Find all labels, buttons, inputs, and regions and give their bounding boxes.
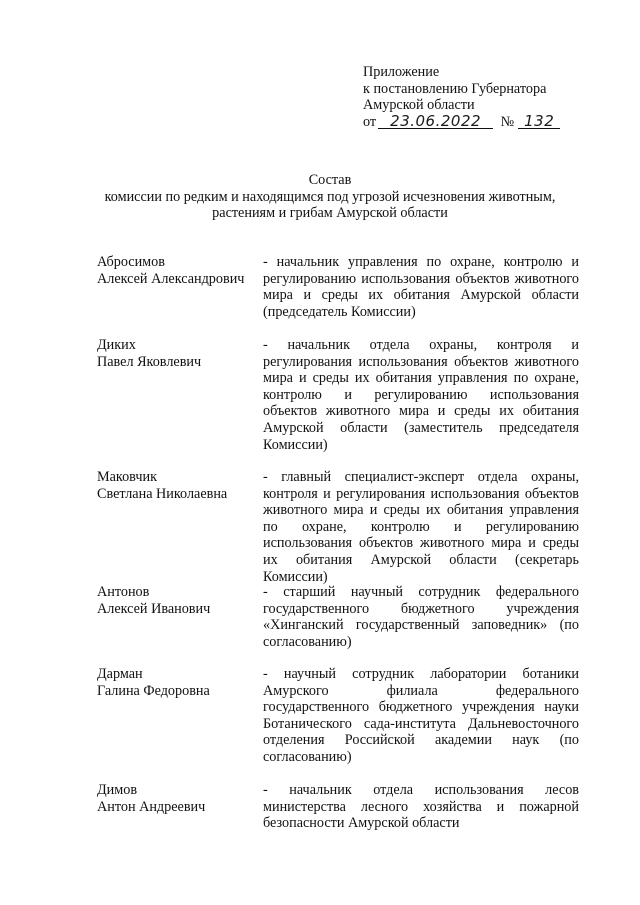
member-surname: Абросимов xyxy=(97,254,165,270)
title-heading: Состав xyxy=(308,172,352,188)
member-name xyxy=(97,469,257,502)
member-role: - начальник отдела охраны, контроля и регулирования использования объектов животного мира и среды их обитания управления по охране, контролю и регулированию использования объектов животного мира и среды их обитания Амурской области (заместитель председателя Комиссии) xyxy=(263,337,579,453)
member-name xyxy=(97,666,257,699)
handwritten-number: 132 xyxy=(518,114,560,129)
member-given-names: Алексей Александрович xyxy=(97,270,245,287)
handwritten-date: 23.06.2022 xyxy=(378,114,493,129)
appendix-date-line xyxy=(363,111,603,131)
member-surname: Антонов xyxy=(97,584,150,600)
member-surname: Диких xyxy=(97,337,136,353)
member-given-names: Антон Андреевич xyxy=(97,798,206,815)
appendix-label: Приложение xyxy=(363,64,440,80)
title-line-3: растениям и грибам Амурской области xyxy=(212,205,448,222)
member-name xyxy=(97,782,257,815)
member-given-names: Светлана Николаевна xyxy=(97,485,228,502)
appendix-decree-ref: к постановлению Губернатора xyxy=(363,80,547,97)
member-name xyxy=(97,584,257,617)
member-role: - начальник управления по охране, контролю и регулированию использования объектов животного мира и среды их обитания Амурской области (председатель Комиссии) xyxy=(263,254,579,320)
document-title xyxy=(80,172,580,222)
member-name xyxy=(97,254,257,287)
member-given-names: Павел Яковлевич xyxy=(97,353,202,370)
title-line-2: комиссии по редким и находящимся под угрозой исчезновения животным, xyxy=(104,188,556,205)
member-name xyxy=(97,337,257,370)
member-surname: Маковчик xyxy=(97,469,157,485)
date-prefix: от xyxy=(363,113,377,130)
appendix-block xyxy=(363,64,603,130)
member-role: - главный специалист-эксперт отдела охраны, контроля и регулирования использования объектов животного мира и среды их обитания управления по охране, контролю и регулированию использования объектов животного мира и среды их обитания Амурской области (секретарь Комиссии) xyxy=(263,469,579,585)
member-given-names: Галина Федоровна xyxy=(97,682,210,699)
member-given-names: Алексей Иванович xyxy=(97,600,211,617)
member-role: - начальник отдела использования лесов министерства лесного хозяйства и пожарной безопасности Амурской области xyxy=(263,782,579,832)
member-surname: Дарман xyxy=(97,666,143,682)
member-role: - научный сотрудник лаборатории ботаники Амурского филиала федерального государственного бюджетного учреждения науки Ботанического сада-института Дальневосточного отделения Российской академии наук (по согласованию) xyxy=(263,666,579,765)
number-prefix: № xyxy=(500,113,515,130)
member-surname: Димов xyxy=(97,782,138,798)
member-role: - старший научный сотрудник федерального государственного бюджетного учреждения «Хинганский государственный заповедник» (по согласованию) xyxy=(263,584,579,650)
appendix-region: Амурской области xyxy=(363,97,475,114)
